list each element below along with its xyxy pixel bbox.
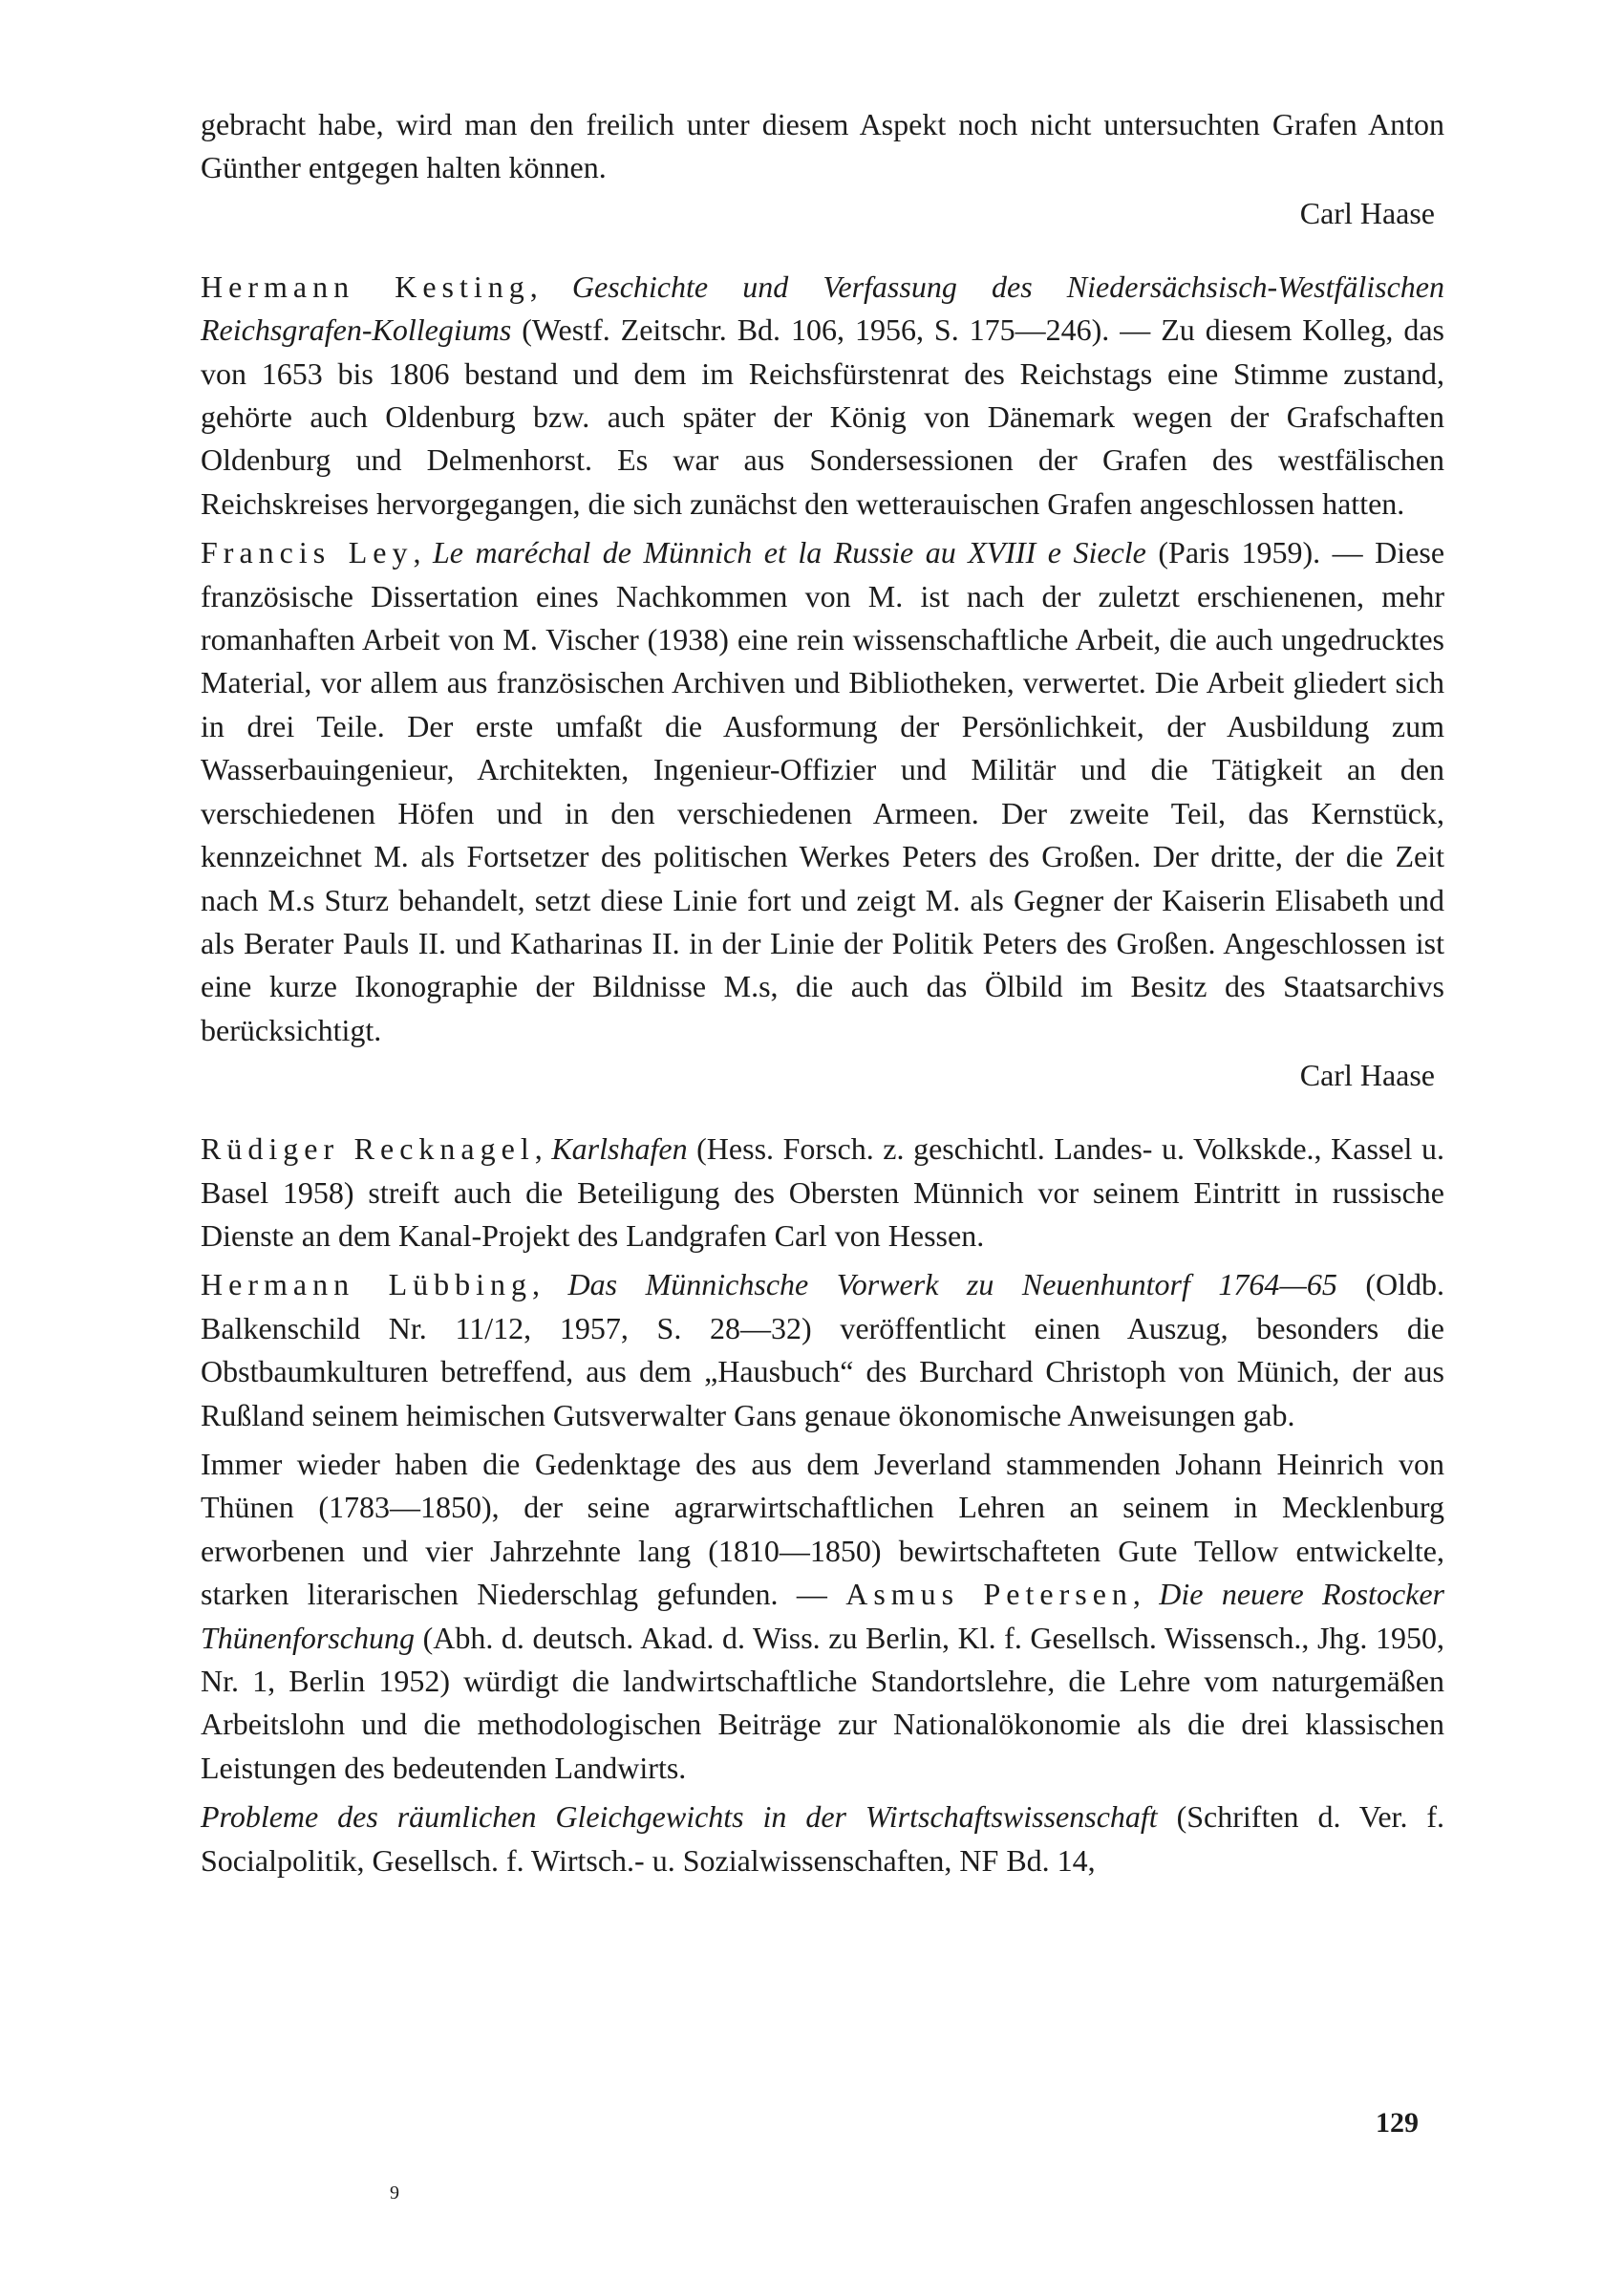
author-name: Hermann Lübbing xyxy=(201,1267,533,1302)
sheet-number: 9 xyxy=(390,2182,399,2204)
work-title: Le maréchal de Münnich et la Russie au XVIII e Siecle xyxy=(432,535,1146,570)
work-title: Probleme des räumlichen Gleichgewichts in der Wirtschaftswissenschaft xyxy=(201,1799,1158,1835)
author-name: Rüdiger Recknagel xyxy=(201,1131,535,1167)
author-name: Hermann Kesting xyxy=(201,269,530,304)
review-ley: Francis Ley, Le maréchal de Münnich et la Russie au XVIII e Siecle (Paris 1959). — Diese französische Dissertation eines Nachkommen von M. ist nach der zuletzt erschienenen, mehr romanhaften Arbeit von M. Vischer (1938) eine rein wissenschaftliche Arbeit, die auch ungedrucktes Material, vor allem aus französischen Archiven und Bibliotheken, verwertet. Die Arbeit gliedert sich in drei Teile. Der erste umfaßt die Ausformung der Persönlichkeit, der Ausbildung zum Wasserbauingenieur, Architekten, Ingenieur-Offizier und Militär und die Tätigkeit an den verschiedenen Höfen und in den verschiedenen Armeen. Der zweite Teil, das Kernstück, kennzeichnet M. als Fortsetzer des politischen Werkes Peters des Großen. Der dritte, der die Zeit nach M.s Sturz behandelt, setzt diese Linie fort und zeigt M. als Gegner der Kaiserin Elisabeth und als Berater Pauls II. und Katharinas II. in der Linie der Politik Peters des Großen. Angeschlossen ist eine kurze Ikonographie der Bildnisse M.s, die auch das Ölbild im Besitz des Staatsarchivs berücksichtigt. xyxy=(201,535,1445,1047)
signature: Carl Haase xyxy=(1299,195,1435,230)
review-recknagel: Rüdiger Recknagel, Karlshafen (Hess. Forsch. z. geschichtl. Landes- u. Volkskde., Kassel u. Basel 1958) streift auch die Beteiligung des Obersten Münnich vor seinem Eintritt in russische Dienste an dem Kanal-Projekt des Landgrafen Carl von Hessen. xyxy=(201,1131,1445,1253)
author-name: Asmus Petersen xyxy=(845,1577,1133,1612)
author-name: Francis Ley xyxy=(201,535,414,570)
work-title: Geschichte und Verfassung des Niedersächsisch-Westfälischen Reichsgrafen-Kollegiums xyxy=(201,269,1445,348)
page-number: 129 xyxy=(1376,2107,1419,2139)
signature: Carl Haase xyxy=(1299,1058,1435,1093)
page-body xyxy=(201,103,1444,1882)
review-petersen: Immer wieder haben die Gedenktage des aus dem Jeverland stammenden Johann Heinrich von Thünen (1783—1850), der seine agrarwirtschaftlichen Lehren an seinem in Mecklenburg erworbenen und vier Jahrzehnte lang (1810—1850) bewirtschafteten Gute Tellow entwickelte, starken literarischen Niederschlag gefunden. — Asmus Petersen, Die neuere Rostocker Thünenforschung (Abh. d. deutsch. Akad. d. Wiss. zu Berlin, Kl. f. Gesellsch. Wissensch., Jhg. 1950, Nr. 1, Berlin 1952) würdigt die landwirtschaftliche Standortslehre, die Lehre vom naturgemäßen Arbeitslohn und die methodologischen Beiträge zur Nationalökonomie als die drei klassischen Leistungen des bedeutenden Landwirts. xyxy=(201,1446,1444,1785)
work-title: Die neuere Rostocker Thünenforschung xyxy=(201,1577,1444,1655)
paragraph-continuation: gebracht habe, wird man den freilich unter diesem Aspekt noch nicht untersuchten Grafen Anton Günther entgegen halten können. xyxy=(201,107,1444,185)
work-title: Das Münnichsche Vorwerk zu Neuenhuntorf 1764—65 xyxy=(567,1267,1337,1302)
review-kesting: Hermann Kesting, Geschichte und Verfassung des Niedersächsisch-Westfälischen Reichsgrafen-Kollegiums (Westf. Zeitschr. Bd. 106, 1956, S. 175—246). — Zu diesem Kolleg, das von 1653 bis 1806 bestand und dem im Reichsfürstenrat des Reichstags eine Stimme zustand, gehörte auch Oldenburg bzw. auch später der König von Dänemark wegen der Grafschaften Oldenburg und Delmenhorst. Es war aus Sondersessionen der Grafen des westfälischen Reichskreises hervorgegangen, die sich zunächst den wetterauischen Grafen angeschlossen hatten. xyxy=(201,269,1445,521)
work-title: Karlshafen xyxy=(551,1131,688,1167)
review-luebbing: Hermann Lübbing, Das Münnichsche Vorwerk zu Neuenhuntorf 1764—65 (Oldb. Balkenschild Nr. 11/12, 1957, S. 28—32) veröffentlicht einen Auszug, besonders die Obstbaumkulturen betreffend, aus dem „Hausbuch“ des Burchard Christoph von Münich, der aus Rußland seinem heimischen Gutsverwalter Gans genaue ökonomische Anweisungen gab. xyxy=(201,1267,1444,1432)
review-probleme: Probleme des räumlichen Gleichgewichts in der Wirtschaftswissenschaft (Schriften d. Ver. f. Socialpolitik, Gesellsch. f. Wirtsch.- u. Sozialwissenschaften, NF Bd. 14, xyxy=(201,1799,1444,1878)
